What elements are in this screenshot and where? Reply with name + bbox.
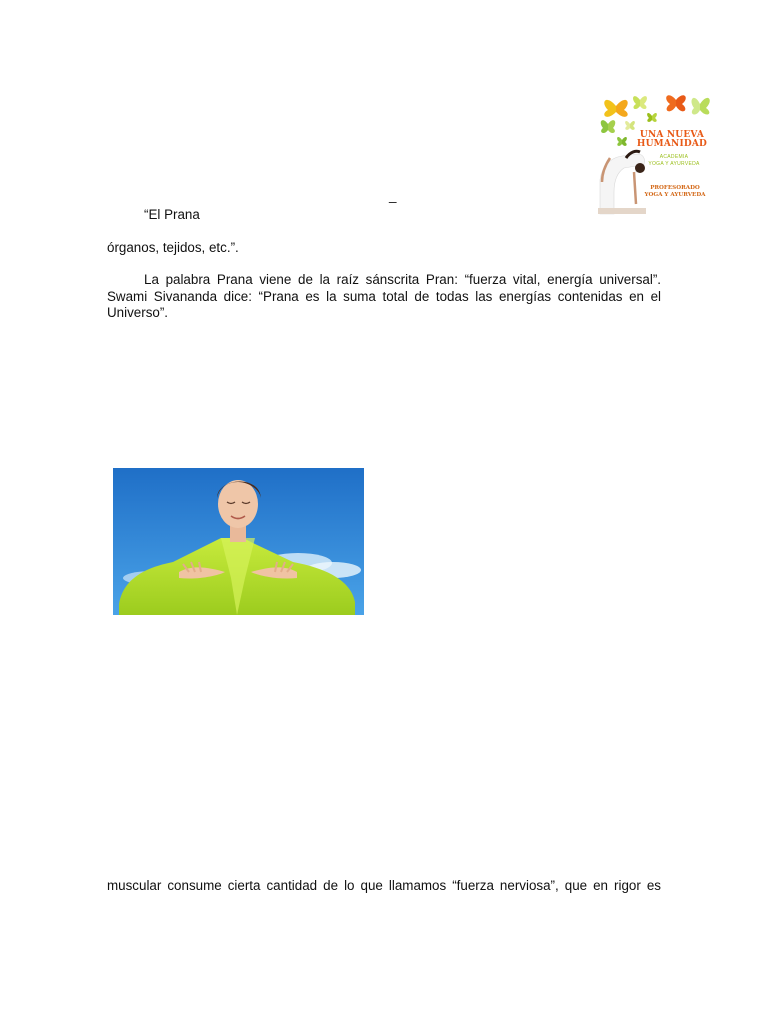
prana-paragraph bbox=[107, 272, 661, 322]
butterfly-icon bbox=[604, 100, 627, 117]
bottom-text-line: muscular consume cierta cantidad de lo que llamamos “fuerza nerviosa”, que en rigor es bbox=[107, 878, 661, 893]
paragraph-line: La palabra Prana viene de la raíz sánscrita Pran: “fuerza vital, energía universal”. bbox=[144, 272, 661, 287]
logo-program-line2: YOGA Y AYURVEDA bbox=[644, 192, 706, 198]
organs-line: órganos, tejidos, etc.”. bbox=[107, 240, 239, 255]
logo-title-line2: HUMANIDAD bbox=[636, 139, 708, 149]
logo-subtitle-line2: YOGA Y AYURVEDA bbox=[648, 161, 700, 167]
header-dash: _ bbox=[389, 188, 397, 203]
academy-logo bbox=[596, 88, 714, 218]
logo-title-line1: UNA NUEVA bbox=[639, 130, 705, 140]
logo-subtitle-line1: ACADEMIA bbox=[659, 154, 689, 160]
butterfly-icon bbox=[625, 121, 635, 130]
quote-start: “El Prana bbox=[144, 207, 200, 222]
paragraph-line: Universo”. bbox=[107, 305, 169, 320]
butterfly-icon bbox=[666, 95, 686, 111]
logo-program-line1: PROFESORADO bbox=[650, 185, 700, 191]
butterfly-icon bbox=[601, 120, 616, 133]
paragraph-line: Swami Sivananda dice: “Prana es la suma total de todas las energías contenidas en el bbox=[107, 288, 661, 304]
butterfly-icon bbox=[617, 137, 627, 146]
butterfly-icon bbox=[692, 98, 710, 115]
woman-breathing-photo bbox=[113, 468, 364, 615]
butterfly-icon bbox=[647, 113, 657, 122]
photo-graphic bbox=[113, 468, 364, 615]
butterfly-icon bbox=[633, 96, 647, 109]
